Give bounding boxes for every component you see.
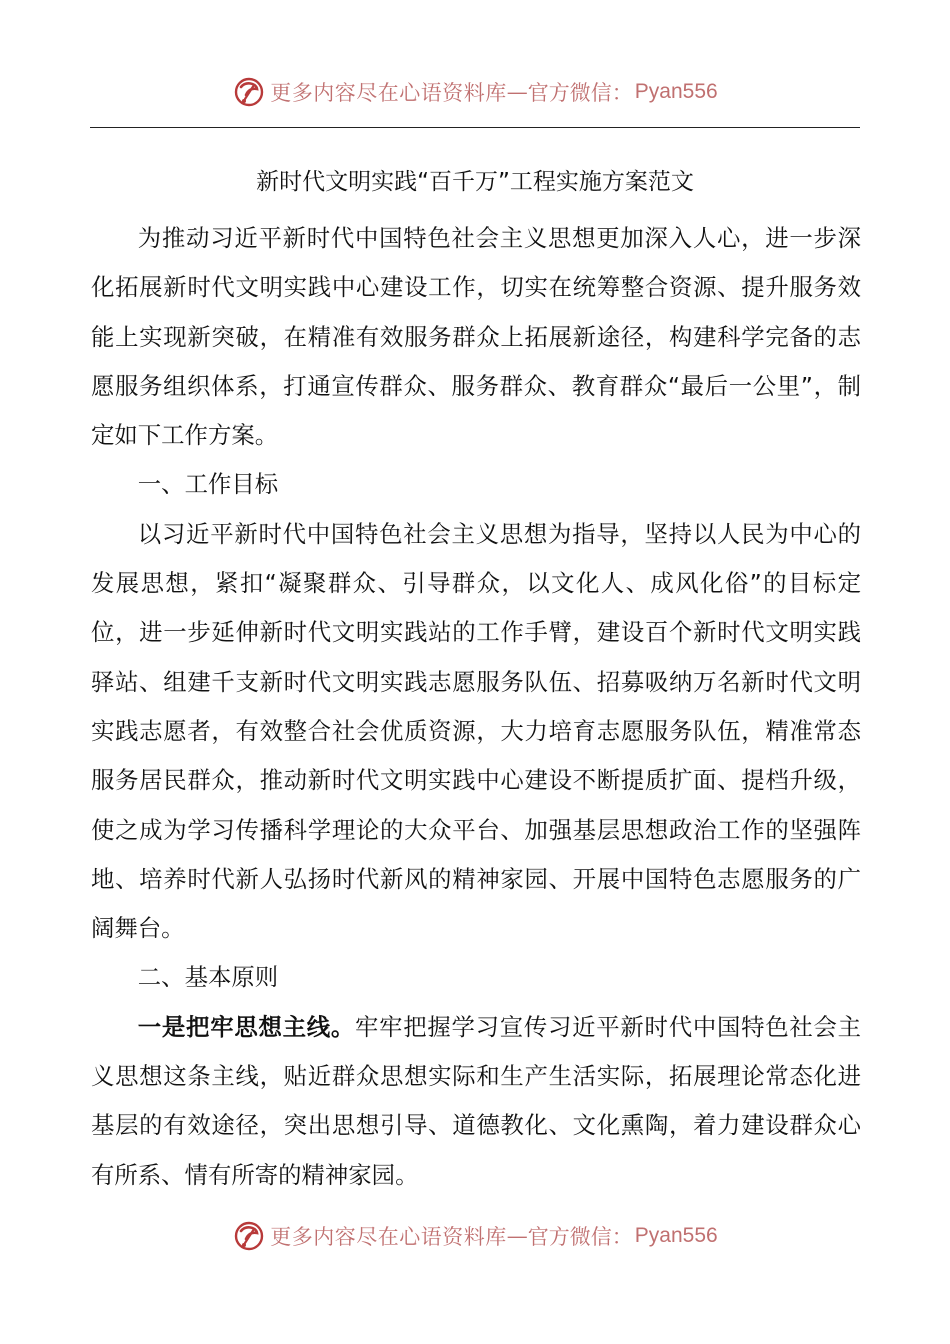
header-divider — [90, 127, 860, 128]
section-heading-principles: 二、基本原则 — [137, 963, 279, 992]
footer-banner — [0, 1216, 950, 1256]
brand-logo-icon — [232, 75, 266, 109]
footer-wechat-label: 官方微信： — [527, 1225, 633, 1249]
principle-1-lead: 一是把牢思想主线。 — [137, 1012, 355, 1041]
wechat-id: Pyan556 — [634, 80, 718, 103]
principle-paragraph-1 — [91, 1003, 861, 1200]
brand-logo-icon — [232, 1219, 266, 1253]
document-body — [91, 214, 861, 1200]
footer-banner-text: 更多内容尽在心语资料库 — [270, 1225, 507, 1249]
header-banner — [0, 72, 950, 112]
intro-paragraph: 为推动习近平新时代中国特色社会主义思想更加深入人心，进一步深化拓展新时代文明实践中心建设工作，切实在统筹整合资源、提升服务效能上实现新突破，在精准有效服务群众上拓展新途径，构建科学完备的志愿服务组织体系，打通宣传群众、服务群众、教育群众“最后一公里”，制定如下工作方案。 — [91, 224, 861, 450]
document-title: 新时代文明实践“百千万”工程实施方案范文 — [256, 169, 694, 195]
principle-1-text: 牢牢把握学习宣传习近平新时代中国特色社会主义思想这条主线，贴近群众思想实际和生产生活实际，拓展理论常态化进基层的有效途径，突出思想引导、道德教化、文化熏陶，着力建设群众心有所系、情有所寄的精神家园。 — [91, 1012, 862, 1189]
section-heading-goals: 一、工作目标 — [137, 470, 279, 499]
banner-separator: — — [506, 80, 528, 104]
goals-paragraph: 以习近平新时代中国特色社会主义思想为指导，坚持以人民为中心的发展思想，紧扣“凝聚群众、引导群众，以文化人、成风化俗”的目标定位，进一步延伸新时代文明实践站的工作手臂，建设百个新时代文明实践驿站、组建千支新时代文明实践志愿服务队伍、招募吸纳万名新时代文明实践志愿者，有效整合社会优质资源，大力培育志愿服务队伍，精准常态服务居民群众，推动新时代文明实践中心建设不断提质扩面、提档升级，使之成为学习传播科学理论的大众平台、加强基层思想政治工作的坚强阵地、培养时代新人弘扬时代新风的精神家园、开展中国特色志愿服务的广阔舞台。 — [91, 519, 861, 943]
footer-wechat-id: Pyan556 — [634, 1224, 718, 1247]
banner-text: 更多内容尽在心语资料库 — [270, 81, 507, 105]
footer-banner-separator: — — [506, 1224, 528, 1248]
wechat-label: 官方微信： — [527, 81, 633, 105]
